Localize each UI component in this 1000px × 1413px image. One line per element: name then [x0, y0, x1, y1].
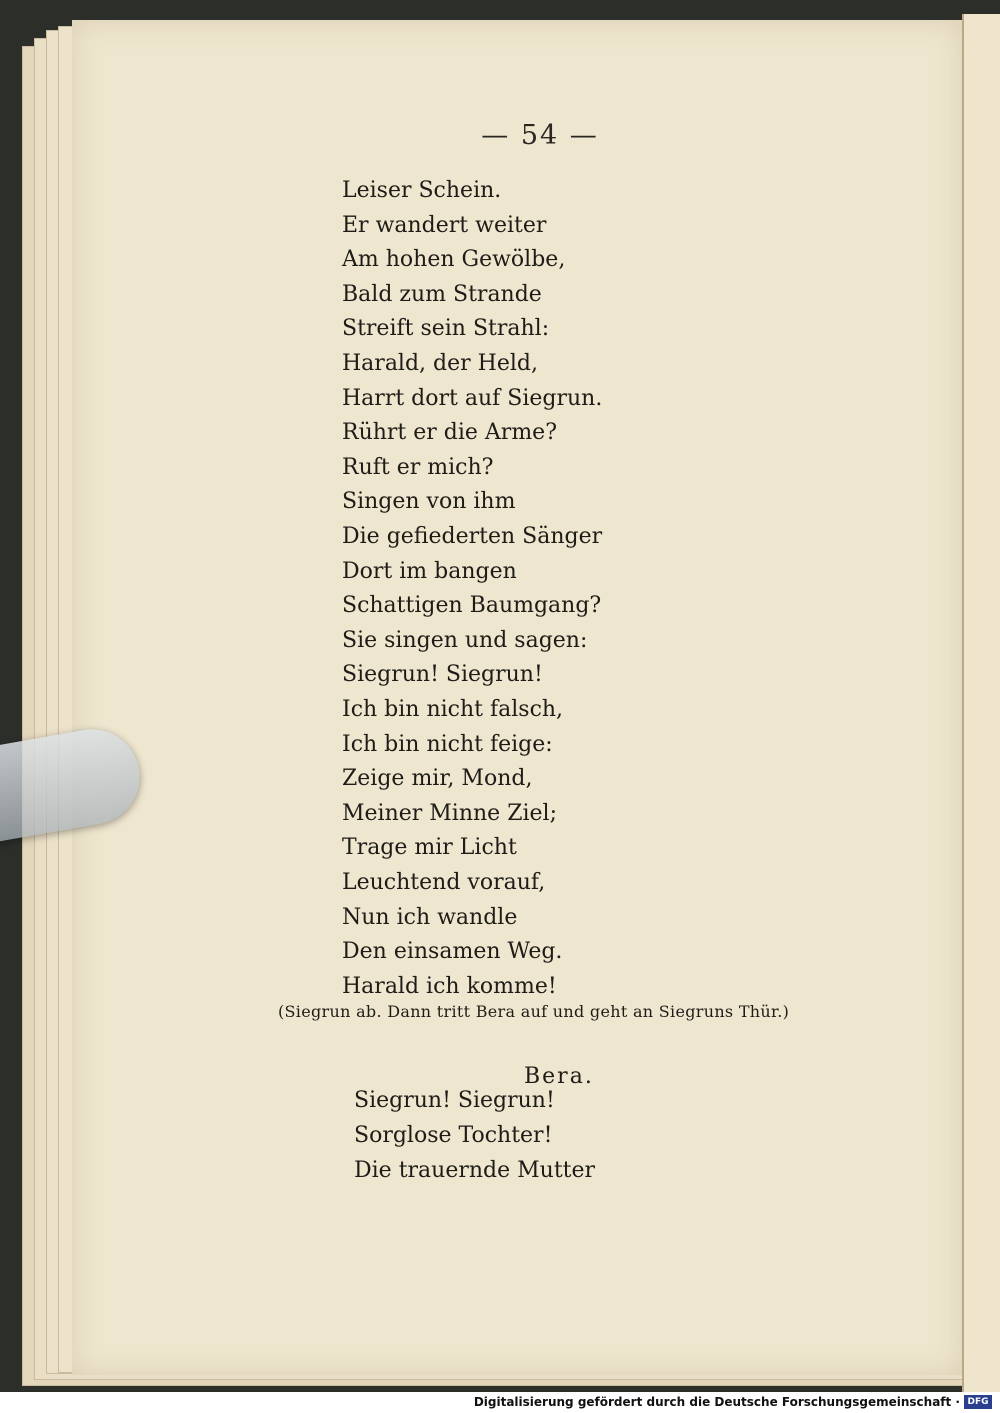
verse-line: Harrt dort auf Siegrun. [342, 385, 603, 411]
verse-line: Bald zum Strande [342, 281, 542, 307]
verse-line: Leuchtend vorauf, [342, 870, 546, 895]
footer-bar [0, 1392, 1000, 1413]
speaker-verse-line: Siegrun! Siegrun! [354, 1088, 555, 1113]
verse-line: Ich bin nicht feige: [342, 731, 553, 757]
verse-line: Siegrun! Siegrun! [342, 662, 543, 688]
verse-line: Streift sein Strahl: [342, 316, 550, 342]
speaker-verse-line: Sorglose Tochter! [354, 1123, 553, 1148]
verse-line: Harald, der Held, [342, 351, 538, 376]
verse-line: Harald ich komme! [342, 973, 557, 999]
verse-line: Ruft er mich? [342, 454, 494, 480]
speaker-verse-line: Die trauernde Mutter [354, 1158, 596, 1183]
verse-line: Er wandert weiter [342, 212, 547, 238]
verse-line: Rührt er die Arme? [342, 420, 557, 446]
facing-page-edge [962, 14, 1000, 1392]
verse-line: Zeige mir, Mond, [342, 766, 533, 792]
page-number: — 54 — [481, 120, 599, 151]
verse-line: Singen von ihm [342, 489, 516, 515]
verse-line: Am hohen Gewölbe, [342, 247, 566, 273]
verse-line: Schattigen Baumgang? [342, 593, 602, 619]
verse-line: Die gefiederten Sänger [342, 524, 603, 549]
funding-credit: Digitalisierung gefördert durch die Deutsche Forschungsgemeinschaft · [473, 1395, 960, 1409]
verse-line: Meiner Minne Ziel; [342, 800, 557, 826]
speaker-name: Bera. [524, 1064, 594, 1089]
stage-direction: (Siegrun ab. Dann tritt Bera auf und geht an Siegruns Thür.) [278, 1002, 790, 1021]
verse-line: Sie singen und sagen: [342, 627, 588, 653]
verse-line: Dort im bangen [342, 558, 517, 584]
verse-line: Ich bin nicht falsch, [342, 697, 564, 722]
verse-line: Leiser Schein. [342, 178, 502, 203]
verse-line: Den einsamen Weg. [342, 939, 563, 965]
verse-line: Nun ich wandle [342, 904, 518, 930]
verse-line: Trage mir Licht [342, 835, 517, 861]
dfg-logo: DFG [964, 1395, 992, 1409]
